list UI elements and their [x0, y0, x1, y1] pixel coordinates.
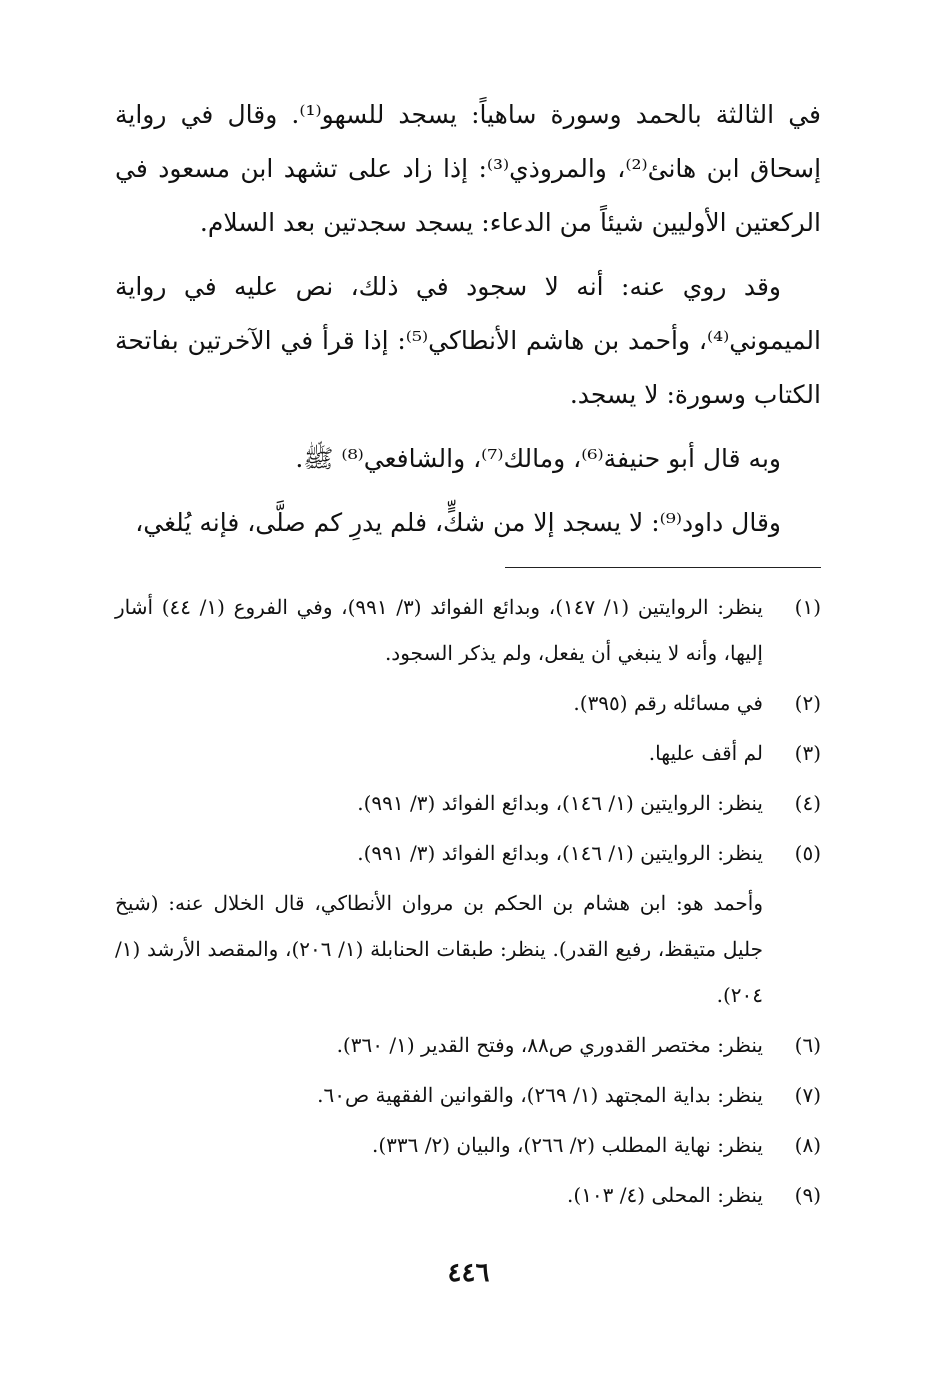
footnote-number: (٩): [794, 1183, 821, 1207]
footnote-3: [115, 730, 821, 776]
footnote-number: (٧): [794, 1083, 821, 1107]
footnote-5-continuation: وأحمد هو: ابن هشام بن الحكم بن مروان الأنطاكي، قال الخلال عنه: (شيخ جليل متيقظ، رفيع القدر). ينظر: طبقات الحنابلة (١/ ٢٠٦)، والمقصد الأرشد (١/ ٢٠٤).: [115, 891, 763, 1007]
footnote-text: ينظر: مختصر القدوري ص٨٨، وفتح القدير (١/ ٣٦٠).: [336, 1033, 763, 1057]
footnote-text: ينظر: نهاية المطلب (٢/ ٢٦٦)، والبيان (٢/ ٣٣٦).: [372, 1133, 763, 1157]
main-paragraph-3: وبه قال أبو حنيفة⁽⁶⁾، ومالك⁽⁷⁾، والشافعي⁽⁸⁾ ﷺ.: [295, 444, 781, 473]
footnote-text: ينظر: المحلى (٤/ ١٠٣).: [567, 1183, 763, 1207]
footnote-number: (٤): [794, 791, 821, 815]
footnote-1: [115, 584, 821, 676]
footnote-divider: [505, 567, 821, 568]
footnote-number: (٨): [794, 1133, 821, 1157]
footnote-9: [115, 1172, 821, 1218]
main-paragraph-4: وقال داود⁽⁹⁾: لا يسجد إلا من شكٍّ، فلم يدرِ كم صلَّى، فإنه يُلغي،: [135, 508, 781, 537]
footnote-number: (٥): [794, 841, 821, 865]
footnote-4: [115, 780, 821, 826]
footnote-number: (١): [794, 595, 821, 619]
footnote-8: [115, 1122, 821, 1168]
footnote-2: [115, 680, 821, 726]
page-number: ٤٤٦: [447, 1258, 490, 1288]
footnote-number: (٣): [794, 741, 821, 765]
footnote-text: في مسائله رقم (٣٩٥).: [573, 691, 763, 715]
footnote-text: ينظر: الروايتين (١/ ١٤٧)، وبدائع الفوائد (٣/ ٩٩١)، وفي الفروع (١/ ٤٤) أشار إليها، وأنه لا ينبغي أن يفعل، ولم يذكر السجود.: [115, 595, 764, 665]
footnote-7: [115, 1072, 821, 1118]
main-text: [115, 88, 821, 560]
footnote-number: (٦): [794, 1033, 821, 1057]
main-paragraph-2: وقد روي عنه: أنه لا سجود في ذلك، نص عليه في رواية الميموني⁽⁴⁾، وأحمد بن هاشم الأنطاكي⁽⁵⁾: إذا قرأ في الآخرتين بفاتحة الكتاب وسورة: لا يسجد.: [115, 272, 821, 409]
footnote-5: [115, 830, 821, 876]
footnote-text: لم أقف عليها.: [648, 741, 763, 765]
footnote-text: ينظر: الروايتين (١/ ١٤٦)، وبدائع الفوائد (٣/ ٩٩١).: [357, 791, 763, 815]
footnotes: [115, 584, 821, 1222]
footnote-text: ينظر: بداية المجتهد (١/ ٢٦٩)، والقوانين الفقهية ص٦٠.: [317, 1083, 763, 1107]
main-paragraph-1: في الثالثة بالحمد وسورة ساهياً: يسجد للسهو⁽¹⁾. وقال في رواية إسحاق ابن هانئ⁽²⁾، والمروذي⁽³⁾: إذا زاد على تشهد ابن مسعود في الركعتين الأوليين شيئاً من الدعاء: يسجد سجدتين بعد السلام.: [115, 100, 822, 237]
footnote-number: (٢): [794, 691, 821, 715]
footnote-text: ينظر: الروايتين (١/ ١٤٦)، وبدائع الفوائد (٣/ ٩٩١).: [357, 841, 763, 865]
footnote-6: [115, 1022, 821, 1068]
